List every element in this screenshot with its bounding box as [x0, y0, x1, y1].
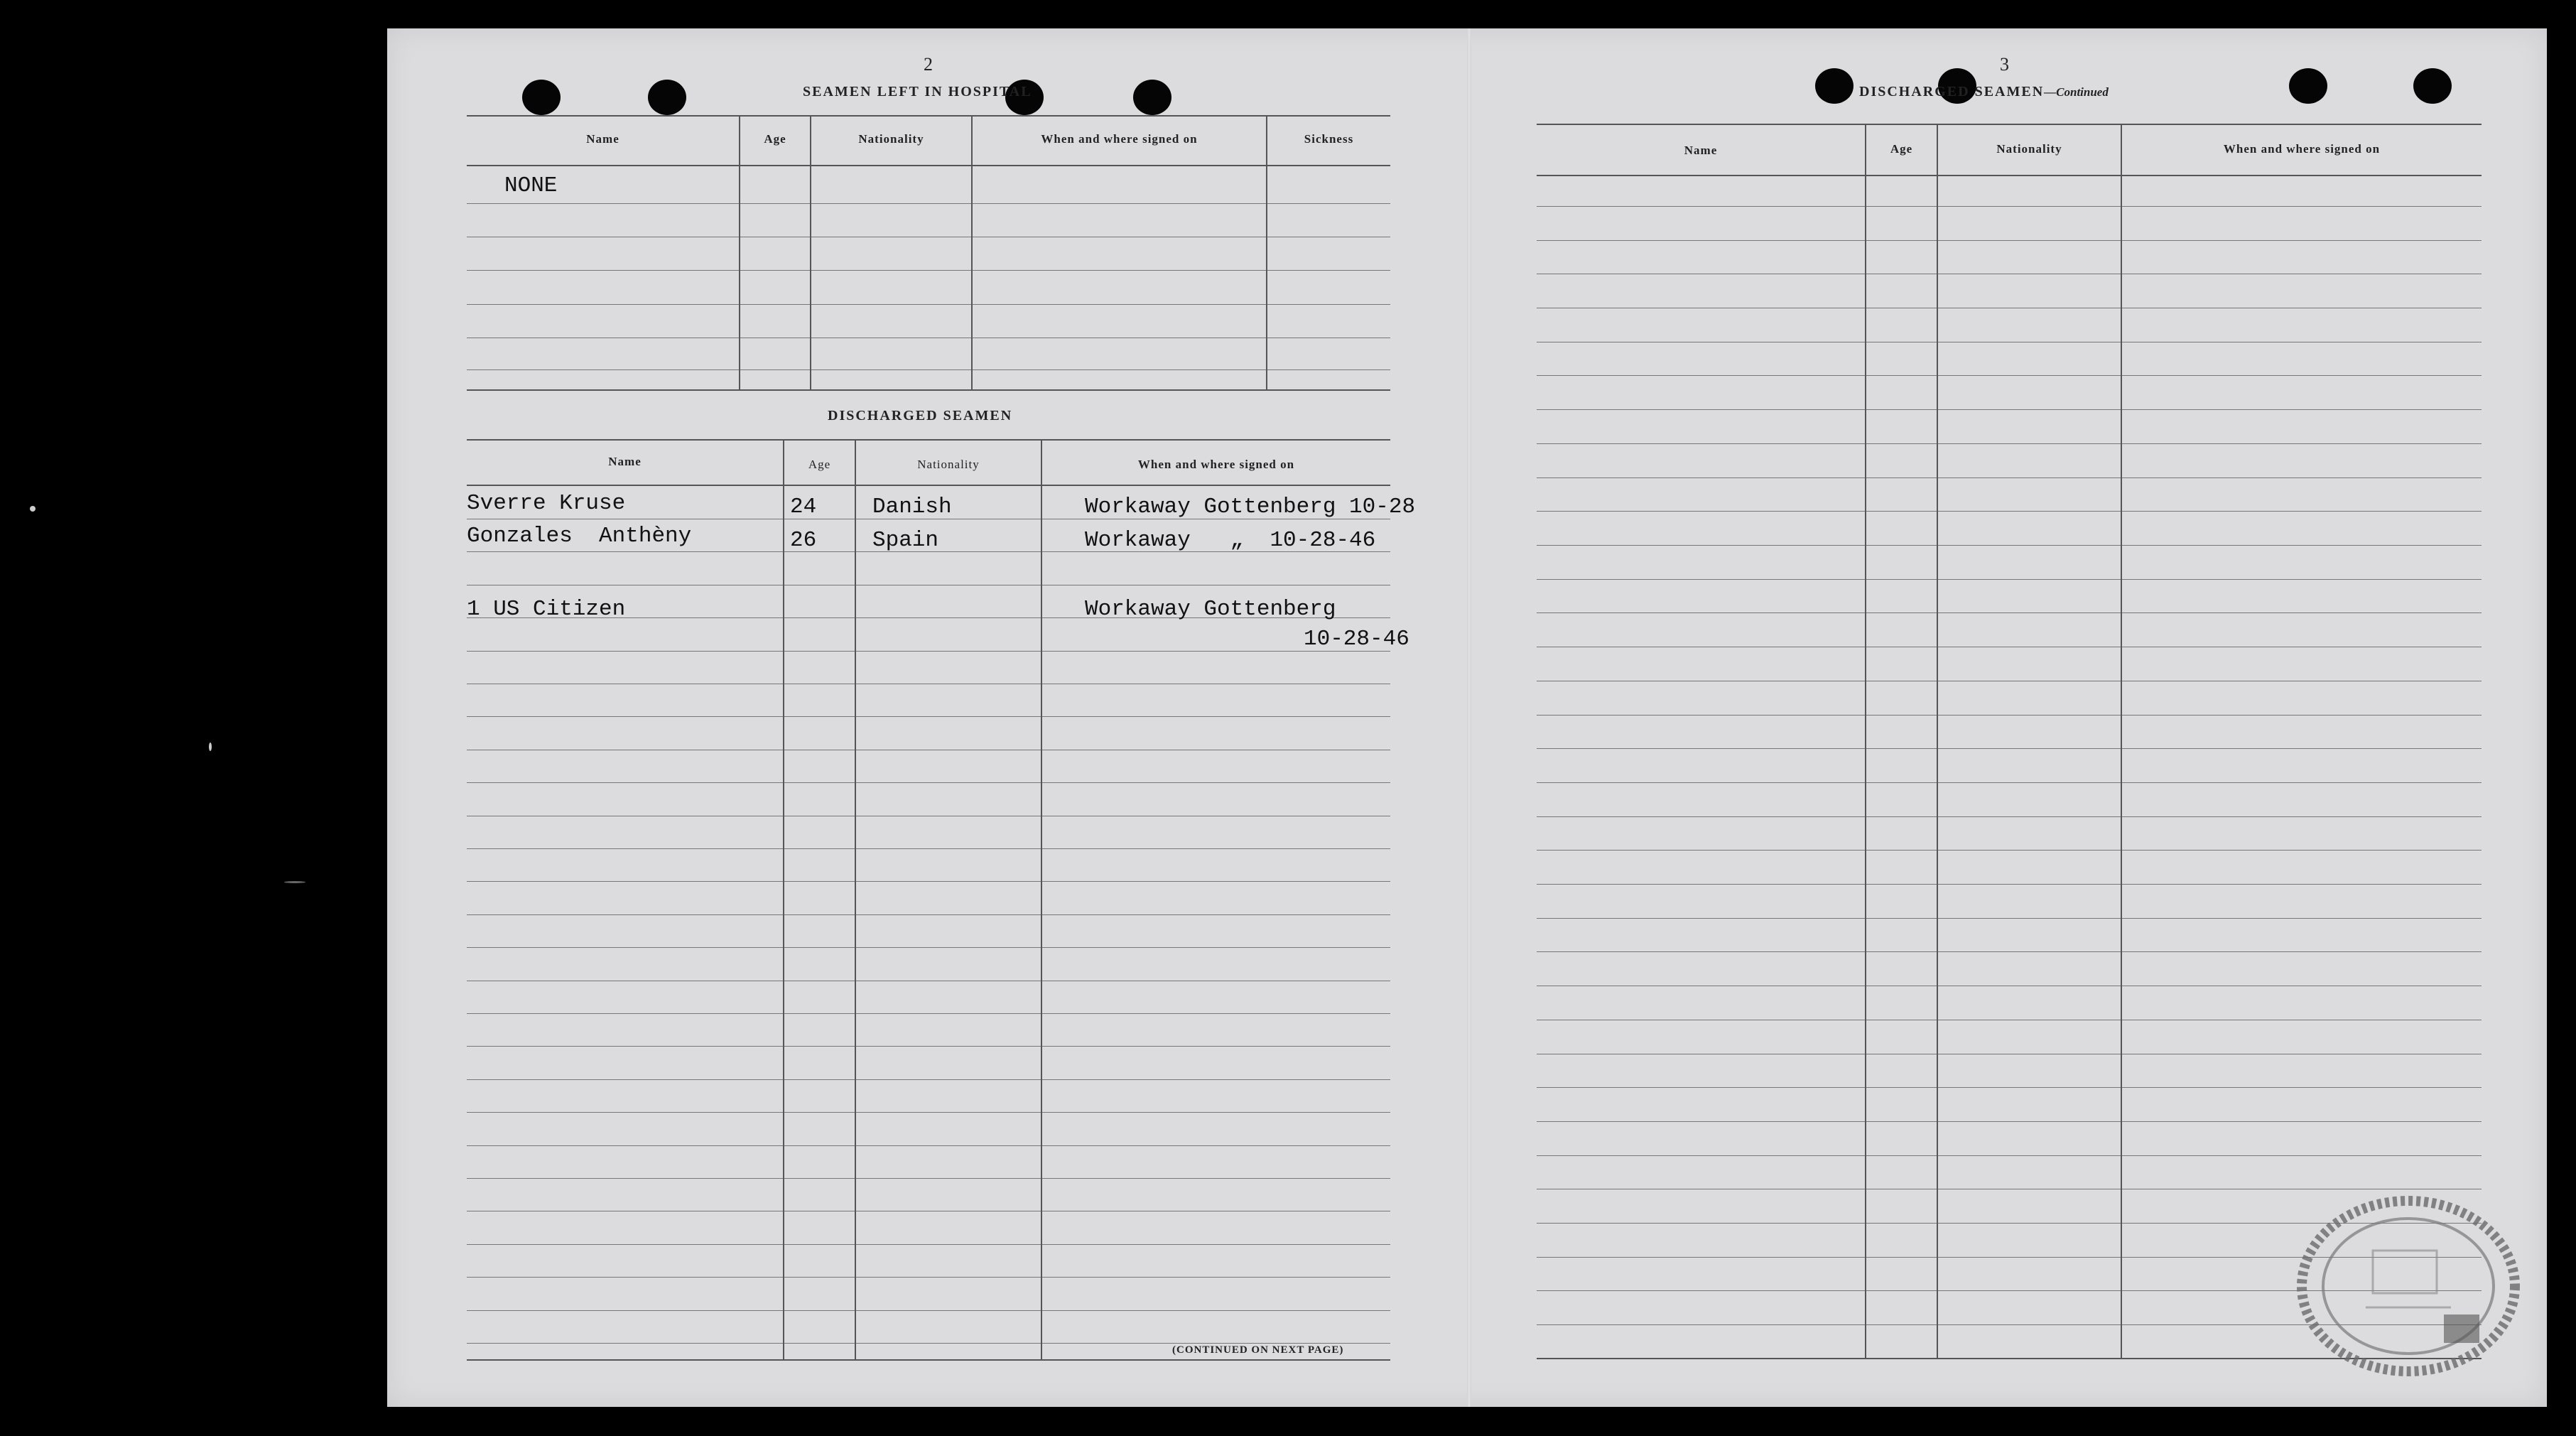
ruled-line: [1537, 1121, 2482, 1122]
hospital-col-nationality: Nationality: [858, 132, 924, 146]
hospital-row-line: [467, 203, 1390, 204]
hospital-col-signed-on: When and where signed on: [1041, 132, 1198, 146]
hospital-table-header-rule: [467, 165, 1390, 166]
dust-speck: [284, 881, 305, 883]
discharged-col-age: Age: [808, 458, 831, 471]
right-table-header-rule: [1537, 175, 2482, 176]
hospital-section-title: SEAMEN LEFT IN HOSPITAL: [803, 84, 1032, 99]
ruled-line: [1537, 715, 2482, 716]
ruled-line: [467, 947, 1390, 948]
discharged-col-signed-on: When and where signed on: [1137, 458, 1295, 471]
note-us-citizen: 1 US Citizen: [467, 597, 626, 622]
page-number-right: 3: [2000, 54, 2009, 75]
discharged-col-divider: [855, 439, 856, 1359]
right-col-divider: [2121, 124, 2122, 1358]
hospital-entry-none: NONE: [504, 173, 558, 198]
ruled-line: [1537, 918, 2482, 919]
ruled-line: [1537, 748, 2482, 749]
discharged-table-header-rule: [467, 485, 1390, 486]
ruled-line: [467, 881, 1390, 882]
ruled-line: [1537, 1155, 2482, 1156]
row2-age: 26: [790, 528, 817, 553]
punch-hole: [1133, 80, 1171, 115]
ruled-line: [1537, 612, 2482, 613]
discharged-col-divider: [1041, 439, 1042, 1359]
right-col-divider: [1937, 124, 1938, 1358]
punch-hole: [1815, 68, 1853, 104]
customs-stamp: [2266, 1179, 2522, 1393]
ruled-line: [1537, 1087, 2482, 1088]
right-col-divider: [1865, 124, 1866, 1358]
discharged-col-divider: [783, 439, 784, 1359]
ruled-line: [467, 848, 1390, 849]
discharged-table-bottom-rule: [467, 1359, 1390, 1361]
discharged-table-top-rule: [467, 439, 1390, 441]
ruled-line: [467, 1046, 1390, 1047]
ruled-line: [1537, 511, 2482, 512]
page-number-left: 2: [924, 54, 933, 75]
ruled-line: [467, 1178, 1390, 1179]
right-title-suffix: —Continued: [2044, 85, 2109, 99]
discharged-col-nationality: Nationality: [917, 458, 980, 471]
ledger-sheet: [387, 28, 2547, 1407]
note-signed-on: Workaway Gottenberg: [1085, 597, 1336, 622]
hospital-row-line: [467, 304, 1390, 305]
ruled-line: [1537, 951, 2482, 952]
dust-speck: [30, 506, 36, 512]
row1-age: 24: [790, 495, 817, 519]
discharged-section-title: DISCHARGED SEAMEN: [828, 408, 1013, 423]
hospital-col-age: Age: [764, 132, 786, 146]
right-col-age: Age: [1890, 142, 1913, 156]
ruled-line: [467, 1244, 1390, 1245]
right-col-name: Name: [1684, 144, 1718, 157]
ruled-line: [467, 1013, 1390, 1014]
hospital-row-line: [467, 369, 1390, 370]
page-fold: [1467, 28, 1471, 1407]
ruled-line: [1537, 545, 2482, 546]
ruled-line: [1537, 816, 2482, 817]
ruled-line: [1537, 850, 2482, 851]
ruled-line: [1537, 409, 2482, 410]
ruled-line: [467, 1079, 1390, 1080]
hospital-col-sickness: Sickness: [1304, 132, 1354, 146]
ruled-line: [1537, 477, 2482, 478]
row1-signed-on: Workaway Gottenberg 10-28: [1085, 495, 1416, 519]
ruled-line: [1537, 884, 2482, 885]
ruled-line: [467, 1112, 1390, 1113]
hospital-col-divider: [739, 115, 740, 389]
continued-footer: (CONTINUED ON NEXT PAGE): [1172, 1344, 1344, 1356]
ruled-line: [467, 782, 1390, 783]
ruled-line: [467, 914, 1390, 915]
punch-hole: [522, 80, 561, 115]
ruled-line: [467, 1277, 1390, 1278]
ruled-line: [467, 1310, 1390, 1311]
ruled-line: [1537, 375, 2482, 376]
ruled-line: [467, 716, 1390, 717]
right-title-text: DISCHARGED SEAMEN: [1859, 84, 2045, 99]
punch-hole: [648, 80, 686, 115]
hospital-table-top-rule: [467, 115, 1390, 117]
ruled-line: [467, 1145, 1390, 1146]
hospital-col-divider: [971, 115, 973, 389]
ruled-line: [1537, 579, 2482, 580]
row2-signed-on: Workaway „ 10-28-46: [1085, 528, 1376, 553]
punch-hole: [2289, 68, 2327, 104]
ruled-line: [1537, 206, 2482, 207]
hospital-row-line: [467, 270, 1390, 271]
hospital-col-divider: [810, 115, 811, 389]
hospital-col-name: Name: [586, 132, 619, 146]
row2-nationality: Spain: [872, 528, 939, 553]
right-col-nationality: Nationality: [1996, 142, 2062, 156]
right-table-top-rule: [1537, 124, 2482, 125]
discharged-col-name: Name: [608, 455, 642, 468]
row1-nationality: Danish: [872, 495, 952, 519]
ruled-line: [467, 651, 1390, 652]
punch-hole: [2413, 68, 2452, 104]
hospital-col-divider: [1266, 115, 1267, 389]
ruled-line: [1537, 240, 2482, 241]
note-date: 10-28-46: [1304, 627, 1409, 652]
right-section-title: [1859, 84, 2109, 100]
dust-speck: [209, 743, 212, 751]
right-col-signed-on: When and where signed on: [2223, 142, 2381, 156]
ruled-line: [1537, 443, 2482, 444]
hospital-table-bottom-rule: [467, 389, 1390, 391]
row1-name: Sverre Kruse: [467, 491, 626, 516]
ruled-line: [467, 1343, 1390, 1344]
row2-name: Gonzales Anthèny: [467, 524, 692, 549]
ruled-line: [1537, 782, 2482, 783]
